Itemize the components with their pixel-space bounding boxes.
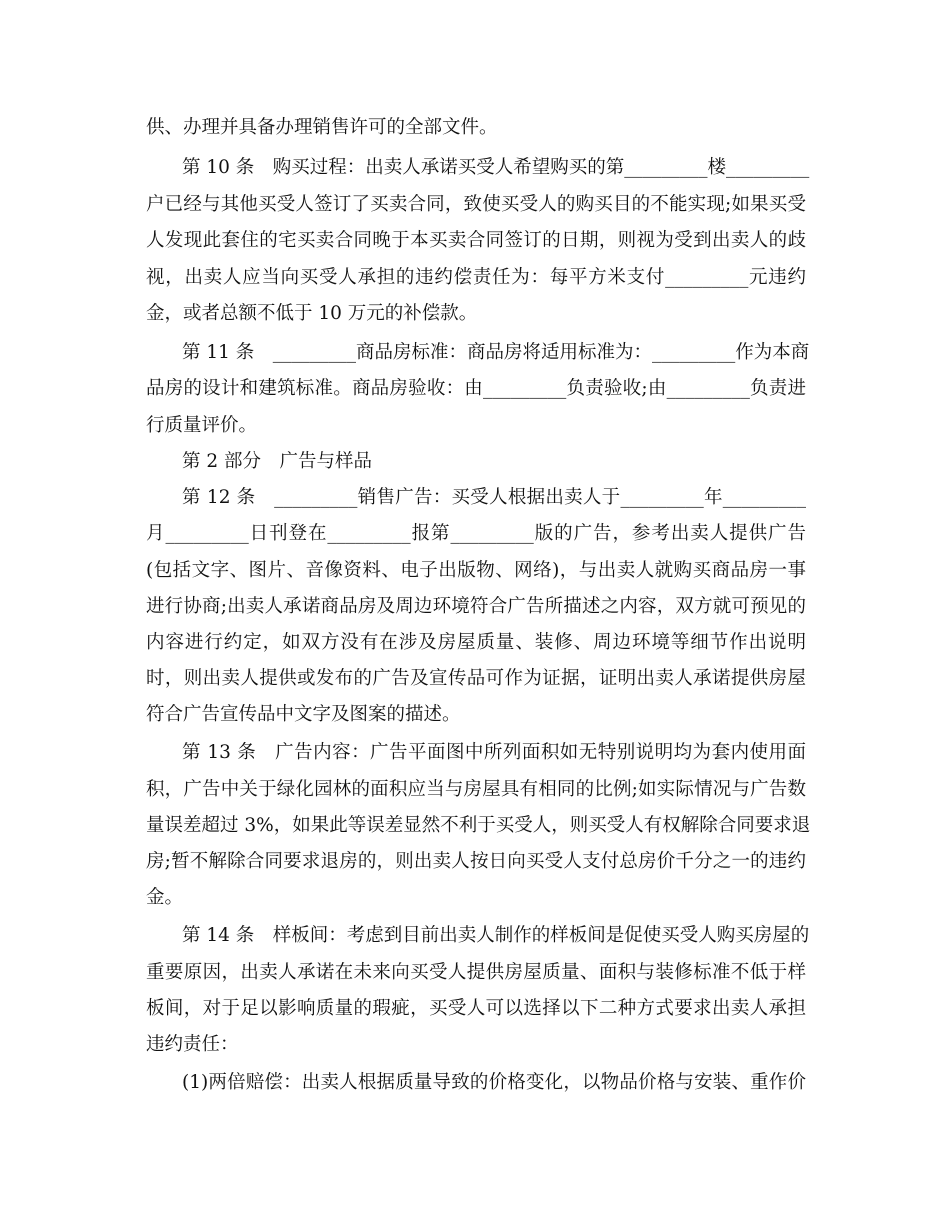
- article-13-heading: 第 13 条 广告内容：广告平面图中所列面积如无特别说明均为套内使用面: [182, 742, 806, 763]
- text-line: 积，广告中关于绿化园林的面积应当与房屋具有相同的比例;如实际情况与广告数: [146, 779, 806, 800]
- text-line: 供、办理并具备办理销售许可的全部文件。: [146, 117, 498, 138]
- article-11-heading: 第 11 条 _________商品房标准：商品房将适用标准为：_________作为本商: [182, 342, 810, 363]
- text-line: (包括文字、图片、音像资料、电子出版物、网络)，与出卖人就购买商品房一事: [146, 560, 806, 581]
- text-line: 时，则出卖人提供或发布的广告及宣传品可作为证据，证明出卖人承诺提供房屋: [146, 668, 806, 689]
- text-line: 人发现此套住的宅买卖合同晚于本买卖合同签订的日期，则视为受到出卖人的歧: [146, 230, 806, 251]
- text-line: 违约责任：: [146, 1034, 239, 1055]
- text-line: 视，出卖人应当向买受人承担的违约偿责任为：每平方米支付_________元违约: [146, 267, 806, 288]
- clause-1-line: (1)两倍赔偿：出卖人根据质量导致的价格变化，以物品价格与安装、重作价: [182, 1072, 806, 1093]
- article-14-heading: 第 14 条 样板间：考虑到目前出卖人制作的样板间是促使买受人购买房屋的: [182, 925, 810, 946]
- text-line: 符合广告宣传品中文字及图案的描述。: [146, 704, 461, 725]
- part-2-heading: 第 2 部分 广告与样品: [182, 451, 373, 472]
- text-line: 板间，对于足以影响质量的瑕疵，买受人可以选择以下二种方式要求出卖人承担: [146, 998, 806, 1019]
- text-line: 月_________日刊登在_________报第_________版的广告，参考出卖人提供广告: [146, 523, 806, 544]
- article-10-heading: 第 10 条 购买过程：出卖人承诺买受人希望购买的第_________楼_________: [182, 157, 810, 178]
- text-line: 行质量评价。: [146, 415, 258, 436]
- text-line: 房;暂不解除合同要求退房的，则出卖人按日向买受人支付总房价千分之一的违约: [146, 851, 806, 872]
- text-line: 重要原因，出卖人承诺在未来向买受人提供房屋质量、面积与装修标准不低于样: [146, 962, 806, 983]
- text-line: 品房的设计和建筑标准。商品房验收：由_________负责验收;由_________负责进: [146, 378, 806, 399]
- text-line: 户已经与其他买受人签订了买卖合同，致使买受人的购买目的不能实现;如果买受: [146, 194, 806, 215]
- text-line: 量误差超过 3%，如果此等误差显然不利于买受人，则买受人有权解除合同要求退: [146, 815, 811, 836]
- article-12-heading: 第 12 条 _________销售广告：买受人根据出卖人于_________年_________: [182, 487, 806, 508]
- text-line: 进行协商;出卖人承诺商品房及周边环境符合广告所描述之内容，双方就可预见的: [146, 596, 806, 617]
- text-line: 金。: [146, 887, 184, 908]
- text-line: 内容进行约定，如双方没有在涉及房屋质量、装修、周边环境等细节作出说明: [146, 632, 806, 653]
- text-line: 金，或者总额不低于 10 万元的补偿款。: [146, 303, 478, 324]
